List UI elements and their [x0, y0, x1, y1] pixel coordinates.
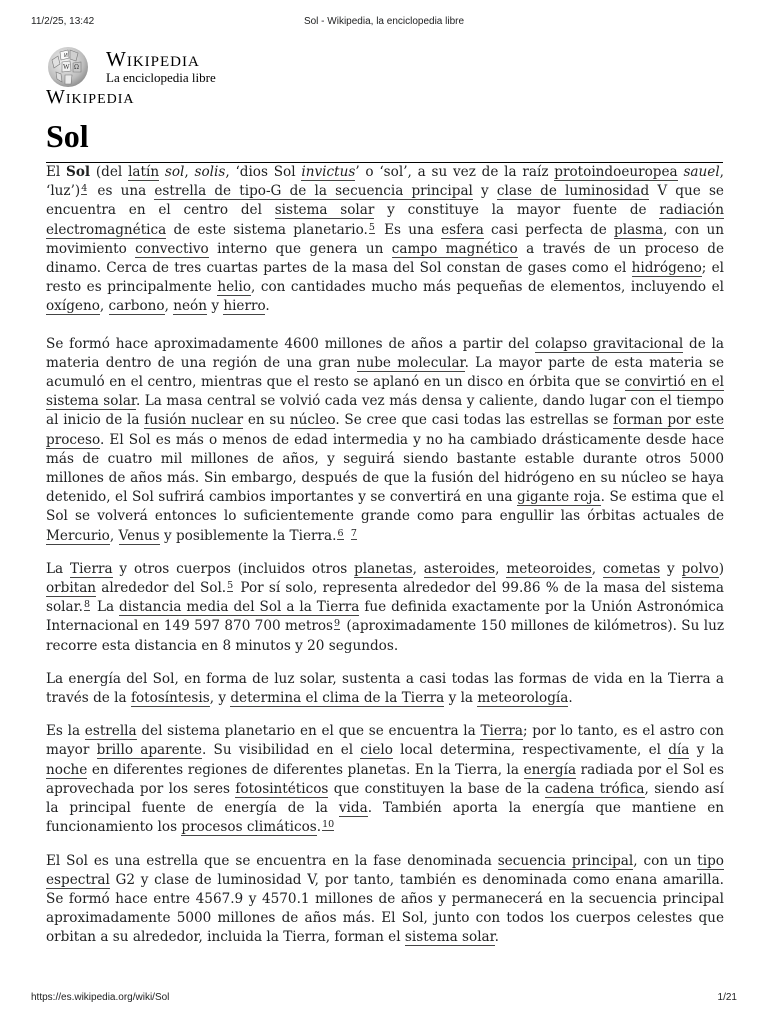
article-link[interactable]: meteoroides	[506, 560, 592, 577]
svg-text:И: И	[64, 53, 68, 59]
reference-number[interactable]: 7	[350, 527, 357, 539]
paragraph-text: . Se estima que el Sol se volverá entonces lo suficientemente grande como para engullir las órbitas actuales de	[46, 489, 724, 525]
article-link[interactable]: oxígeno	[46, 298, 100, 315]
article-paragraph	[46, 670, 724, 708]
article-paragraph	[46, 722, 724, 837]
article-link[interactable]: cadena trófica	[544, 780, 645, 797]
article-link[interactable]: asteroides	[423, 560, 496, 577]
paragraph-text: sol	[164, 164, 185, 180]
paragraph-text: . Se cree que casi todas las estrellas se	[335, 412, 614, 429]
print-datetime: 11/2/25, 13:42	[31, 16, 95, 27]
paragraph-text: )	[718, 560, 725, 577]
paragraph-text: sauel	[683, 164, 720, 180]
paragraph-text: . Su visibilidad en el	[201, 742, 361, 759]
paragraph-text: de este sistema planetario.	[166, 221, 368, 238]
paragraph-text: ; el resto es principalmente	[46, 260, 725, 296]
reference-number[interactable]: 8	[83, 599, 90, 611]
reference-number[interactable]: 6	[337, 527, 344, 539]
paragraph-text: La energía del Sol, en forma de luz solar, sustenta a casi todas las formas de vida en la Tierra a través de la	[46, 670, 724, 707]
article-link[interactable]: distancia media del Sol a la Tierra	[119, 599, 360, 616]
paragraph-text: , ‘dios Sol	[225, 164, 302, 180]
article-link[interactable]: Tierra	[480, 723, 524, 740]
article-link[interactable]: neón	[173, 298, 207, 315]
paragraph-text: Es una	[376, 221, 442, 238]
article-link[interactable]: brillo aparente	[96, 742, 202, 759]
article-link[interactable]: secuencia principal	[497, 852, 634, 869]
reference-link[interactable]	[337, 528, 343, 539]
reference-link[interactable]	[84, 599, 90, 610]
article-link[interactable]: meteorología	[477, 690, 569, 707]
paragraph-text: de la materia dentro de una región de una gran	[46, 335, 725, 371]
paragraph-text: a través de un proceso de dinamo. Cerca de tres cuartas partes de la masa del Sol constan de gases como el	[46, 240, 724, 277]
reference-number[interactable]: 9	[334, 618, 341, 630]
article-link[interactable]: estrella de tipo-G de la secuencia principal	[154, 183, 473, 200]
article-link[interactable]: hierro	[223, 298, 266, 315]
paragraph-text: ,	[412, 560, 424, 577]
paragraph-text: G2 y clase de luminosidad V, por tanto, también es denominada como enana amarilla. Se formó hace entre 4567.9 y 4570.1 millones de años y permanecerá en la secuencia principal aproximadamente 5000 millones de años más. El Sol, junto con todos los cuerpos celestes que orbitan a su alrededor, incluida la Tierra, forman el	[46, 871, 724, 946]
paragraph-text: V que se encuentra en el centro del	[46, 183, 724, 219]
paragraph-text: ,	[109, 527, 119, 544]
article-paragraph	[46, 163, 724, 317]
article-link[interactable]: helio	[217, 279, 252, 296]
article-link[interactable]: fusión nuclear	[144, 412, 244, 429]
article-link[interactable]: cielo	[360, 742, 393, 759]
paragraph-text: alrededor del Sol.	[96, 580, 227, 597]
article-link[interactable]: cometas	[602, 560, 661, 577]
wikipedia-tagline: La enciclopedia libre	[106, 70, 216, 85]
reference-number[interactable]: 5	[368, 221, 375, 233]
paragraph-text: .	[568, 690, 573, 707]
article-link[interactable]: Venus	[118, 527, 160, 544]
paragraph-text: La	[46, 560, 70, 577]
reference-link[interactable]	[369, 222, 375, 233]
paragraph-text: ,	[99, 298, 109, 315]
article-link[interactable]: Mercurio	[46, 527, 110, 544]
paragraph-text: , con un movimiento	[46, 221, 724, 257]
article-link[interactable]: gigante roja	[517, 489, 601, 506]
paragraph-text: ,	[164, 298, 174, 315]
reference-link[interactable]	[227, 580, 233, 591]
article-paragraph	[46, 335, 724, 546]
article-link[interactable]: plasma	[614, 221, 664, 238]
article-link[interactable]: forman por este proceso	[46, 412, 725, 448]
reference-number[interactable]: 5	[227, 580, 234, 592]
article-link[interactable]: hidrógeno	[631, 260, 702, 277]
paragraph-text: El	[46, 164, 67, 180]
article-link[interactable]: sistema solar	[274, 202, 375, 219]
article-link[interactable]: Tierra	[70, 560, 113, 577]
paragraph-text: local determina, respectivamente, el	[392, 742, 669, 759]
paragraph-text: fue definida exactamente por la Unión Astronómica Internacional en 149 597 870 700 metros	[46, 599, 725, 635]
paragraph-text: ,	[495, 560, 507, 577]
wikipedia-globe-icon	[44, 44, 98, 88]
paragraph-text: en su	[243, 412, 290, 429]
paragraph-text: y	[207, 298, 224, 315]
article-link[interactable]: noche	[46, 761, 88, 778]
paragraph-text: (aproximadamente 150 millones de kilómetros). Su luz recorre esta distancia en 8 minutos y 20 segundos.	[46, 618, 724, 654]
print-header	[31, 16, 737, 30]
paragraph-text: interno que genera un	[208, 240, 392, 257]
reference-link[interactable]	[334, 618, 340, 629]
article-link[interactable]: energía	[523, 761, 577, 778]
paragraph-text: , siendo así la principal fuente de energía de la	[46, 780, 725, 817]
reference-number[interactable]: 4	[81, 183, 88, 195]
article-link[interactable]: campo magnético	[391, 240, 518, 257]
print-url: https://es.wikipedia.org/wiki/Sol	[31, 992, 170, 1003]
paragraph-text: que constituyen la base de la	[328, 780, 545, 797]
svg-text:Ω: Ω	[74, 64, 79, 71]
paragraph-text: . También aporta la energía que mantiene en funcionamiento los	[46, 800, 725, 836]
article-link[interactable]: fotosintéticos	[235, 780, 329, 797]
paragraph-text: .	[494, 929, 499, 946]
wikipedia-logo[interactable]	[44, 44, 284, 88]
article-link[interactable]: protoindoeuropea	[554, 164, 678, 180]
article-link[interactable]: estrella	[84, 723, 137, 740]
paragraph-text: . La mayor parte de esta materia se acumuló en el centro, mientras que el resto se aplanó en un disco en órbita que se	[46, 354, 724, 391]
paragraph-text: Por sí solo, representa alrededor del 99.86 % de la masa del sistema solar.	[46, 580, 724, 616]
paragraph-text: . La masa central se volvió cada vez más densa y caliente, dando lugar con el tiempo al inicio de la	[46, 393, 724, 429]
article-link[interactable]: convirtió en el sistema solar	[46, 374, 724, 410]
print-page-number: 1/21	[717, 992, 737, 1003]
article-link[interactable]: fotosíntesis	[130, 690, 210, 707]
paragraph-text: El Sol es una estrella que se encuentra en la fase denominada	[46, 852, 498, 869]
article-link[interactable]: orbitan	[46, 580, 97, 597]
paragraph-text: . El Sol es más o menos de edad intermedia y no ha cambiado drásticamente desde hace más de cuatro mil millones de años, y seguirá siendo bastante estable durante otros 5000 millones de años más. Sin embargo, después de que la fusión del hidrógeno en su núcleo se haya detenido, el Sol sufrirá cambios importantes y se convertirá en una	[46, 431, 724, 506]
paragraph-text: Es la	[46, 723, 85, 740]
reference-number[interactable]: 10	[322, 819, 335, 831]
article-link[interactable]: polvo	[681, 560, 719, 577]
article-link[interactable]: carbono	[108, 298, 165, 315]
article-link[interactable]: planetas	[354, 560, 413, 577]
reference-link[interactable]	[81, 183, 87, 194]
paragraph-text: y constituye la mayor fuente de	[374, 202, 660, 219]
article-paragraph	[46, 852, 724, 948]
paragraph-text: , con un	[633, 852, 698, 869]
paragraph-text: y posiblemente la Tierra.	[159, 527, 337, 544]
paragraph-text: radiada por el Sol es aprovechada por los seres	[46, 761, 724, 797]
paragraph-text: del sistema planetario en el que se encuentra la	[136, 723, 481, 740]
paragraph-text: .	[316, 819, 322, 836]
paragraph-text: y la	[444, 690, 478, 707]
paragraph-text: ’ o ‘sol’, a su vez de la raíz	[355, 164, 555, 180]
article-paragraph	[46, 560, 724, 656]
paragraph-text: y	[660, 560, 682, 577]
paragraph-text: (del	[90, 164, 129, 180]
paragraph-text: ; por lo tanto, es el astro con mayor	[46, 723, 725, 759]
article-link[interactable]: esfera	[441, 221, 484, 238]
reference-link[interactable]	[351, 528, 357, 539]
paragraph-text: Sol	[66, 164, 91, 180]
paragraph-text: solis	[194, 164, 226, 180]
article-link[interactable]: latín	[128, 164, 160, 180]
article-link[interactable]: radiación electromagnética	[46, 202, 725, 238]
article-link[interactable]: procesos climáticos	[181, 819, 317, 836]
paragraph-text: , ‘luz’)	[46, 164, 724, 200]
article-link[interactable]: sistema solar	[404, 929, 495, 946]
paragraph-text: casi perfecta de	[483, 221, 615, 238]
paragraph-text: es una	[89, 183, 155, 200]
svg-text:W: W	[63, 63, 70, 71]
paragraph-text: ,	[591, 560, 603, 577]
print-footer	[31, 992, 737, 1006]
paragraph-text: , con cantidades mucho más pequeñas de elementos, incluyendo el	[251, 279, 724, 296]
article-link[interactable]: determina el clima de la Tierra	[230, 690, 445, 707]
paragraph-text: en diferentes regiones de diferentes planetas. En la Tierra, la	[87, 761, 524, 778]
paragraph-text: , y	[209, 690, 231, 707]
article-link[interactable]: convectivo	[135, 240, 209, 257]
paragraph-text: .	[265, 298, 270, 315]
paragraph-text	[346, 528, 350, 544]
reference-link[interactable]	[322, 819, 334, 830]
article-link[interactable]: tipo espectral	[46, 852, 724, 888]
article-body	[46, 163, 724, 962]
paragraph-text: y otros cuerpos (incluidos otros	[112, 560, 355, 577]
paragraph-text: La	[91, 599, 120, 616]
paragraph-text: y	[472, 183, 497, 200]
page-title: Sol	[46, 118, 89, 154]
article-link[interactable]: clase de luminosidad	[496, 183, 650, 200]
article-link[interactable]: día	[668, 742, 690, 759]
wikipedia-wordmark-text: Wikipedia	[46, 86, 135, 108]
wikipedia-wordmark: Wikipedia	[106, 47, 200, 71]
article-link[interactable]: nube molecular	[356, 354, 465, 371]
article-link[interactable]: vida	[338, 800, 368, 817]
article-link[interactable]: invictus	[301, 164, 356, 180]
article-link[interactable]: colapso gravitacional	[535, 335, 684, 352]
article-link[interactable]: núcleo	[289, 412, 336, 429]
paragraph-text: Se formó hace aproximadamente 4600 millones de años a partir del	[46, 335, 536, 352]
paragraph-text: y la	[689, 742, 724, 759]
paragraph-text: ,	[184, 164, 195, 180]
print-page-title: Sol - Wikipedia, la enciclopedia libre	[303, 16, 465, 27]
